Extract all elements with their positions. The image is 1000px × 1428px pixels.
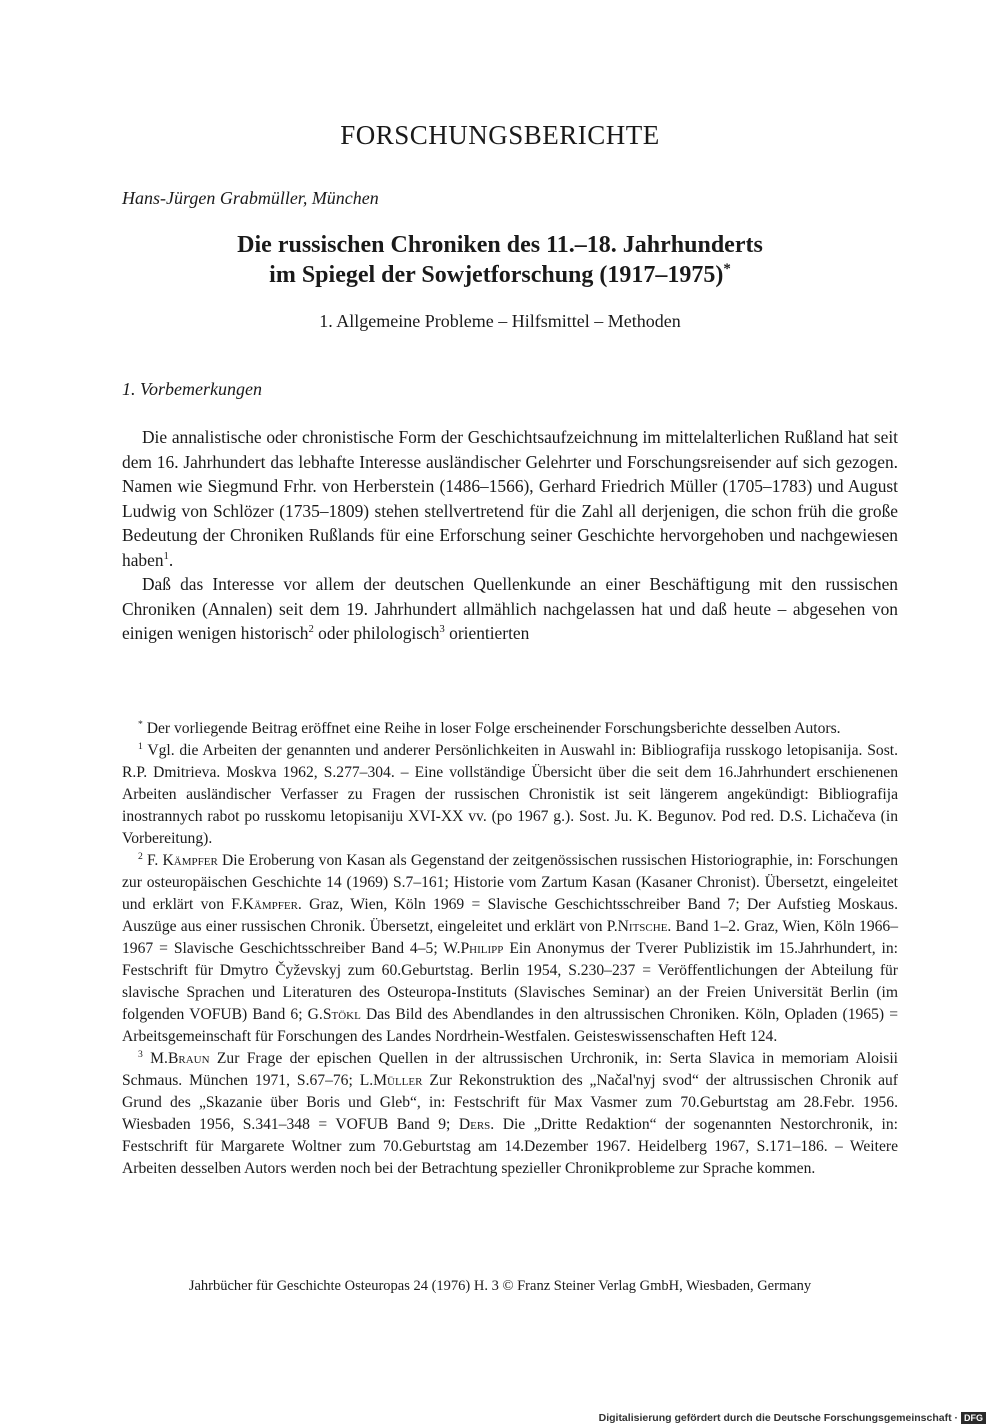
paragraph-1-text: Die annalistische oder chronistische Form der Geschichtsaufzeichnung im mittelalterlichen Rußland hat seit dem 16. Jahrhundert das lebhafte Interesse ausländischer Gelehrter und Forschungsreisender auf sich gezogen. Namen wie Siegmund Frhr. von Herberstein (1486–1566), Gerhard Friedrich Müller (1705–1783) und August Ludwig von Schlözer (1735–1809) stehen stellvertretend für die Zahl all derjenigen, die schon früh die große Bedeutung der Chroniken Rußlands für eine Erforschung seiner Geschichte hervorgehoben und nachgewiesen haben xyxy=(122,427,898,570)
footnote-3-text: Zur Rekonstruktion des „Načal'nyj svod“ der altrussischen Chronik auf Grund des „Skazanie über Boris und Gleb“, in: Festschrift für Max Vasmer zum 70.Geburtstag am 28.Febr. 1956. Wiesbaden 1956, S.341–348 = VOFUB Band 9; xyxy=(122,1072,898,1133)
footnote-1 xyxy=(122,740,898,850)
footnote-3-mark: 3 xyxy=(138,1048,143,1060)
footnote-3-text: Zur Frage der epischen Quellen in der altrussischen Urchronik, in: Serta Slavica in memoriam Aloisii Schmaus. München 1971, S.67–76; L. xyxy=(122,1050,898,1089)
footnote-2-text: . Band 1–2. Graz, Wien, Köln 1966–1967 = Slavische Geschichtsschreiber Band 4–5; W. xyxy=(122,918,899,957)
footnote-2 xyxy=(122,850,898,1048)
author-name: Nitsche xyxy=(617,918,668,935)
footnote-3 xyxy=(122,1048,898,1180)
paragraph-2-text-b: oder philologisch xyxy=(313,623,440,643)
dfg-credit xyxy=(599,1412,986,1424)
footnote-3-text: M. xyxy=(142,1050,168,1067)
footnote-ref-3: 3 xyxy=(439,623,445,636)
footnote-3-text: Die „Dritte Redaktion“ der sogenannten Nestorchronik, in: Festschrift für Margarete Woltner zum 70.Geburtstag am 14.Dezember 1967. Heidelberg 1967, S.171–186. – Weitere Arbeiten desselben Autors werden noch bei der Betrachtung spezieller Chronikprobleme zur Sprache kommen. xyxy=(122,1116,899,1177)
footnote-star-text: Der vorliegende Beitrag eröffnet eine Reihe in loser Folge erscheinender Forschungsberichte desselben Autors. xyxy=(142,720,841,737)
author-name: Ders. xyxy=(458,1116,495,1133)
footnote-2-text: . Graz, Wien, Köln 1969 = Slavische Geschichtsschreiber Band 7; Der Aufstieg Moskaus. Auszüge aus einer russischen Chronik. Übersetzt, eingeleitet und erklärt von P. xyxy=(122,896,899,935)
paragraph-2-text-a: Daß das Interesse vor allem der deutschen Quellenkunde an einer Beschäftigung mit den russischen Chroniken (Annalen) seit dem 19. Jahrhundert allmählich nachgelassen hat und daß heute – abgesehen von einigen wenigen historisch xyxy=(122,574,898,643)
author-name: Braun xyxy=(167,1050,210,1067)
paragraph-2-text-c: orientierten xyxy=(444,623,530,643)
footnote-1-mark: 1 xyxy=(138,740,143,752)
body-text xyxy=(122,425,898,646)
subsection-heading: 1. Vorbemerkungen xyxy=(122,379,262,399)
author-name: Stökl xyxy=(322,1006,361,1023)
journal-citation: Jahrbücher für Geschichte Osteuropas 24 (1976) H. 3 © Franz Steiner Verlag GmbH, Wiesbaden, Germany xyxy=(188,1278,812,1294)
title-line-2-text: im Spiegel der Sowjetforschung (1917–1975) xyxy=(269,262,724,288)
author-name: Kämpfer xyxy=(162,852,218,869)
title-line-2 xyxy=(0,260,1000,290)
paragraph-1-end: . xyxy=(168,549,174,570)
title-footnote-mark: * xyxy=(723,261,731,277)
paragraph-1 xyxy=(122,425,898,572)
footnote-2-text: Das Bild des Abendlandes in den altrussischen Chroniken. Köln, Opladen (1965) = Arbeitsgemeinschaft für Forschungen des Landes Nordrhein-Westfalen. Geisteswissenschaften Heft 124. xyxy=(122,1006,899,1045)
footnote-star xyxy=(122,718,898,740)
author-name: Philipp xyxy=(460,940,504,957)
footnotes xyxy=(122,718,898,1180)
footnote-2-text: Die Eroberung von Kasan als Gegenstand der zeitgenössischen russischen Historiographie, in: Forschungen zur osteuropäischen Geschichte 14 (1969) S.7–161; Historie vom Zartum Kasan (Kasaner Chronist). Übersetzt, eingeleitet und erklärt von F. xyxy=(122,852,898,913)
title-line-1: Die russischen Chroniken des 11.–18. Jahrhunderts xyxy=(237,232,763,258)
article-subtitle: 1. Allgemeine Probleme – Hilfsmittel – Methoden xyxy=(319,311,681,331)
footnote-2-text: Ein Anonymus der Tverer Publizistik im 15.Jahrhundert, in: Festschrift für Dmytro Čyževskyj zum 60.Geburtstag. Berlin 1954, S.230–237 = Veröffentlichungen der Abteilung für slavische Sprachen und Literaturen des Osteuropa-Instituts (Slavisches Seminar) an der Freien Universität Berlin (im folgenden VOFUB) Band 6; G. xyxy=(122,940,898,1023)
paragraph-2 xyxy=(122,572,898,646)
footnote-2-mark: 2 xyxy=(138,850,143,862)
dfg-logo: DFG xyxy=(961,1412,986,1424)
footnote-ref-1: 1 xyxy=(163,549,169,562)
article-title xyxy=(0,230,1000,290)
footnote-2-text: F. xyxy=(142,852,163,869)
section-heading: FORSCHUNGSBERICHTE xyxy=(340,120,660,150)
author-name: Müller xyxy=(373,1072,423,1089)
author-name: Kämpfer xyxy=(242,896,298,913)
footnote-star-mark: * xyxy=(138,718,143,730)
author-line: Hans-Jürgen Grabmüller, München xyxy=(122,188,379,208)
dfg-credit-text: Digitalisierung gefördert durch die Deutsche Forschungsgemeinschaft · xyxy=(598,1412,958,1424)
footnote-ref-2: 2 xyxy=(308,623,314,636)
footnote-1-text: Vgl. die Arbeiten der genannten und anderer Persönlichkeiten in Auswahl in: Bibliografija russkogo letopisanija. Sost. R.P. Dmitrieva. Moskva 1962, S.277–304. – Eine vollständige Übersicht über die seit dem 16.Jahrhundert erschienenen Arbeiten ausländischer Verfasser zu Fragen der russischen Chronistik ist seit längerem angekündigt: Bibliografija inostrannych rabot po russkomu letopisaniju XVI-XX vv. (po 1967 g.). Sost. Ju. K. Begunov. Pod red. D.S. Lichačeva (in Vorbereitung). xyxy=(122,742,898,847)
